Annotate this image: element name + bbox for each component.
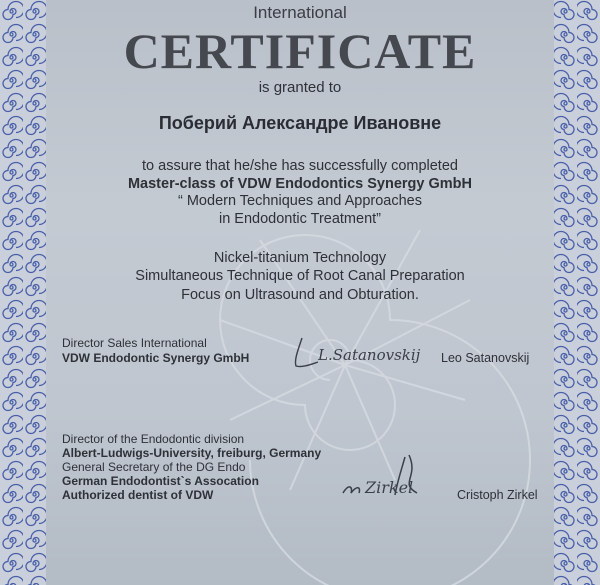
signature-2-text: Zirkel: [365, 478, 414, 497]
tech-line-3: Focus on Ultrasound and Obturation.: [181, 287, 419, 303]
course-title: Master-class of VDW Endodontics Synergy GmbH: [127, 176, 473, 192]
signatory-1-role: Director Sales International: [62, 336, 207, 350]
signatory-2-line-4: German Endodontist`s Assocation: [62, 474, 259, 488]
signatory-2-name: Cristoph Zirkel: [457, 488, 538, 502]
tech-line-1: Nickel-titanium Technology: [213, 250, 387, 266]
recipient-name: Поберий Александре Ивановне: [158, 113, 442, 133]
assure-text: to assure that he/she has successfully completed: [142, 158, 458, 174]
certificate-title: CERTIFICATE: [123, 23, 477, 79]
signatory-2-line-1: Director of the Endodontic division: [62, 432, 245, 446]
topic-line-2: in Endodontic Treatment”: [218, 211, 381, 227]
signatory-2-line-3: General Secretary of the DG Endo: [62, 460, 246, 474]
signature-1-text: L.Satanovskij: [318, 346, 421, 364]
signatory-2-line-5: Authorized dentist of VDW: [62, 488, 214, 502]
signatory-1-name: Leo Satanovskij: [441, 351, 530, 365]
signature-zirkel: [335, 447, 465, 505]
granted-text: is granted to: [258, 79, 342, 96]
signatory-2-line-2: Albert-Ludwigs-University, freiburg, Germany: [62, 446, 322, 460]
tech-line-2: Simultaneous Technique of Root Canal Preparation: [135, 268, 465, 284]
signature-satanovskij: [288, 332, 428, 374]
signatory-1-company: VDW Endodontic Synergy GmbH: [62, 351, 250, 365]
header-small: International: [253, 3, 347, 22]
topic-line-1: “ Modern Techniques and Approaches: [178, 193, 422, 209]
